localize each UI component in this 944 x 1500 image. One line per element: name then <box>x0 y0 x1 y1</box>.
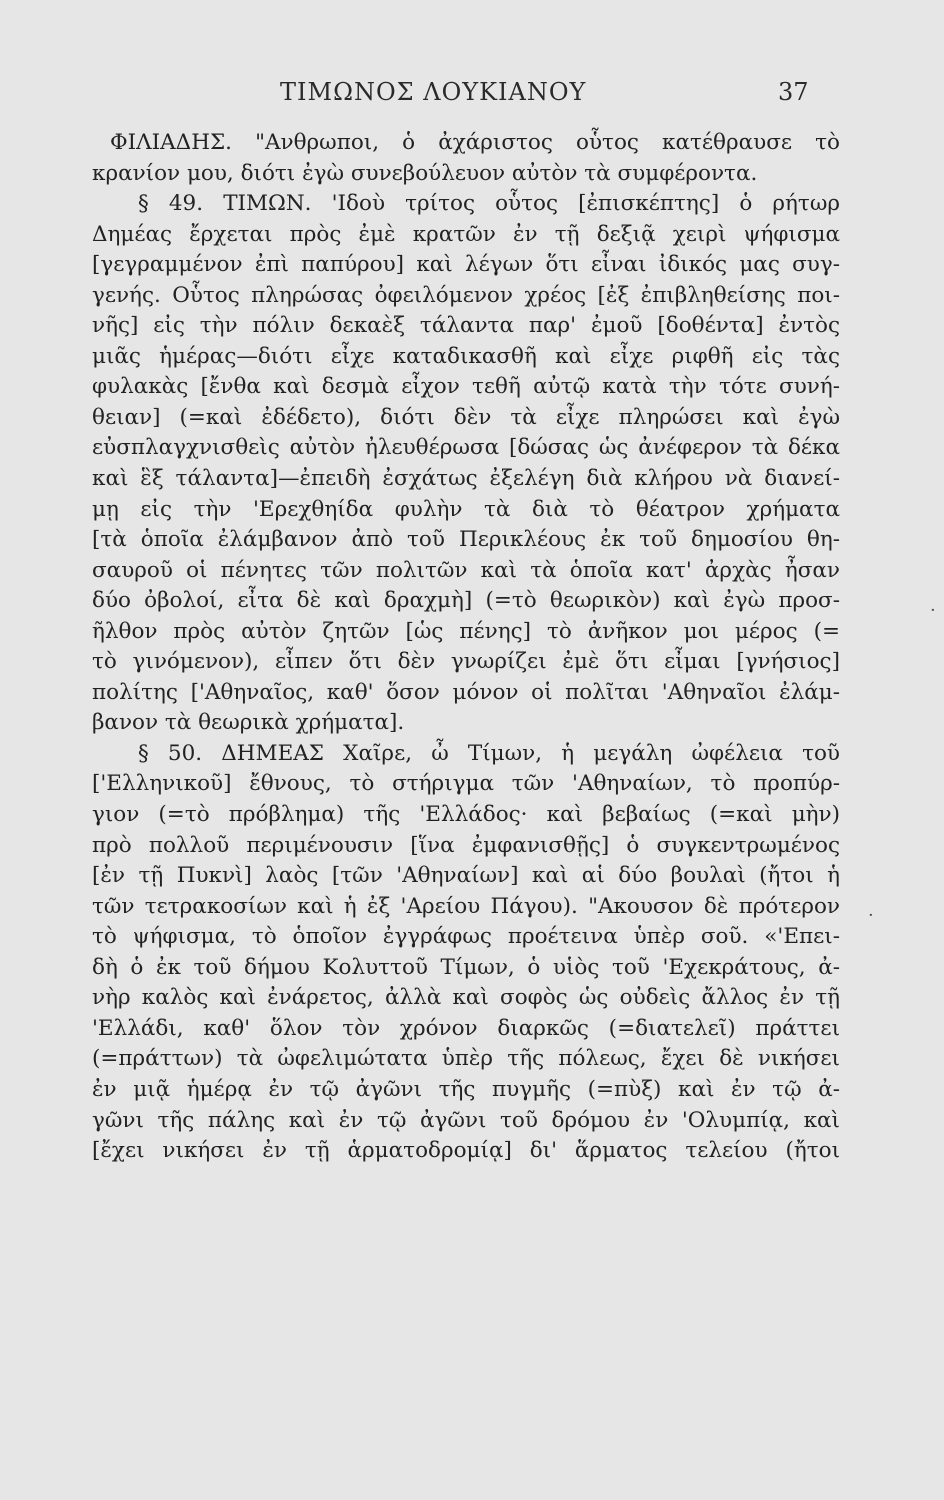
text-line: βανον τὰ θεωρικὰ χρήματα]. <box>92 710 405 736</box>
text-line: τὸ ψήφισμα, τὸ ὁποῖον ἐγγράφως προέτεινα ὑπὲρ σοῦ. «'Επει- <box>92 924 840 950</box>
text-line: κρανίον μου, διότι ἐγὼ συνεβούλευον αὐτὸν τὰ συμφέροντα. <box>92 160 758 186</box>
text-line: (=πράττων) τὰ ὠφελιμώτατα ὑπὲρ τῆς πόλεως, ἔχει δὲ νικήσει <box>92 1046 840 1072</box>
running-head <box>0 78 944 118</box>
text-line: εὐσπλαγχνισθεὶς αὐτὸν ἠλευθέρωσα [δώσας ὡς ἀνέφερον τὰ δέκα <box>92 435 840 461</box>
body-text <box>92 128 840 1167</box>
text-line: τὸ γινόμενον), εἶπεν ὅτι δὲν γνωρίζει ἐμὲ ὅτι εἶμαι [γνήσιος] <box>92 649 840 675</box>
text-line: πρὸ πολλοῦ περιμένουσιν [ἵνα ἐμφανισθῇς] ὁ συγκεντρωμένος <box>92 832 840 858</box>
text-line: νὴρ καλὸς καὶ ἐνάρετος, ἀλλὰ καὶ σοφὸς ὡς οὐδεὶς ἄλλος ἐν τῇ <box>92 985 840 1011</box>
text-line: ἐν μιᾷ ἡμέρᾳ ἐν τῷ ἀγῶνι τῆς πυγμῆς (=πὺξ) καὶ ἐν τῷ ἀ- <box>92 1076 840 1102</box>
text-line: νῆς] εἰς τὴν πόλιν δεκαὲξ τάλαντα παρ' ἐμοῦ [δοθέντα] ἐντὸς <box>92 313 840 339</box>
text-line: μῃ εἰς τὴν 'Ερεχθηίδα φυλὴν τὰ διὰ τὸ θέατρον χρήματα <box>92 496 840 522</box>
text-line: φυλακὰς [ἔνθα καὶ δεσμὰ εἶχον τεθῆ αὐτῷ κατὰ τὴν τότε συνή- <box>92 374 840 400</box>
margin-speck: · <box>930 600 936 621</box>
text-line: τῶν τετρακοσίων καὶ ἡ ἐξ 'Αρείου Πάγου). "Ακουσον δὲ πρότερον <box>92 893 840 919</box>
text-line: § 50. ΔΗΜΕΑΣ Χαῖρε, ὦ Τίμων, ἡ μεγάλη ὠφέλεια τοῦ <box>138 740 840 766</box>
text-line: § 49. ΤΙΜΩΝ. 'Ιδοὺ τρίτος οὗτος [ἐπισκέπτης] ὁ ρήτωρ <box>138 191 840 217</box>
text-line: πολίτης ['Αθηναῖος, καθ' ὅσον μόνον οἱ πολῖται 'Αθηναῖοι ἐλάμ- <box>92 679 840 705</box>
text-line: [τὰ ὁποῖα ἐλάμβανον ἀπὸ τοῦ Περικλέους ἐκ τοῦ δημοσίου θη- <box>92 527 840 553</box>
text-line: [γεγραμμένον ἐπὶ παπύρου] καὶ λέγων ὅτι εἶναι ἰδικός μας συγ- <box>92 252 840 278</box>
text-line: σαυροῦ οἱ πένητες τῶν πολιτῶν καὶ τὰ ὁποῖα κατ' ἀρχὰς ἦσαν <box>92 557 840 583</box>
text-line: δύο ὀβολοί, εἶτα δὲ καὶ δραχμὴ] (=τὸ θεωρικὸν) καὶ ἐγὼ προσ- <box>92 588 840 614</box>
text-line: ῆλθον πρὸς αὐτὸν ζητῶν [ὡς πένης] τὸ ἀνῆκον μοι μέρος (= <box>92 618 840 644</box>
text-line: [ἔχει νικήσει ἐν τῇ ἁρματοδρομίᾳ] δι' ἅρματος τελείου (ἤτοι <box>92 1138 840 1164</box>
text-line: γιον (=τὸ πρόβλημα) τῆς 'Ελλάδος· καὶ βεβαίως (=καὶ μὴν) <box>92 802 840 828</box>
text-line: γῶνι τῆς πάλης καὶ ἐν τῷ ἀγῶνι τοῦ δρόμου ἐν 'Ολυμπίᾳ, καὶ <box>92 1107 840 1133</box>
running-title: ΤΙΜΩΝΟΣ ΛΟΥΚΙΑΝΟΥ <box>280 78 587 106</box>
text-line: καὶ ἓξ τάλαντα]—ἐπειδὴ ἐσχάτως ἐξελέγη διὰ κλήρου νὰ διανεί- <box>92 466 840 492</box>
text-line: μιᾶς ἡμέρας—διότι εἶχε καταδικασθῆ καὶ εἶχε ριφθῆ εἰς τὰς <box>92 343 840 369</box>
text-line: [ἐν τῇ Πυκνὶ] λαὸς [τῶν 'Αθηναίων] καὶ αἱ δύο βουλαὶ (ἤτοι ἡ <box>92 863 840 889</box>
text-line: θειαν] (=καὶ ἐδέδετο), διότι δὲν τὰ εἶχε πληρώσει καὶ ἐγὼ <box>92 404 840 430</box>
text-line: γενής. Οὗτος πληρώσας ὀφειλόμενον χρέος [ἐξ ἐπιβληθείσης ποι- <box>92 282 840 308</box>
text-line: δὴ ὁ ἐκ τοῦ δήμου Κολυττοῦ Τίμων, ὁ υἱὸς τοῦ 'Εχεκράτους, ἀ- <box>92 954 840 980</box>
text-line: ['Ελληνικοῦ] ἔθνους, τὸ στήριγμα τῶν 'Αθηναίων, τὸ προπύρ- <box>92 771 840 797</box>
text-line: Δημέας ἔρχεται πρὸς ἐμὲ κρατῶν ἐν τῇ δεξιᾷ χειρὶ ψήφισμα <box>92 221 840 247</box>
page-number: 37 <box>778 78 809 106</box>
text-line: 'Ελλάδι, καθ' ὅλον τὸν χρόνον διαρκῶς (=διατελεῖ) πράττει <box>92 1015 840 1041</box>
text-line: ΦΙΛΙΑΔΗΣ. "Ανθρωποι, ὁ ἀχάριστος οὗτος κατέθραυσε τὸ <box>110 130 840 155</box>
margin-speck: · <box>868 905 874 926</box>
